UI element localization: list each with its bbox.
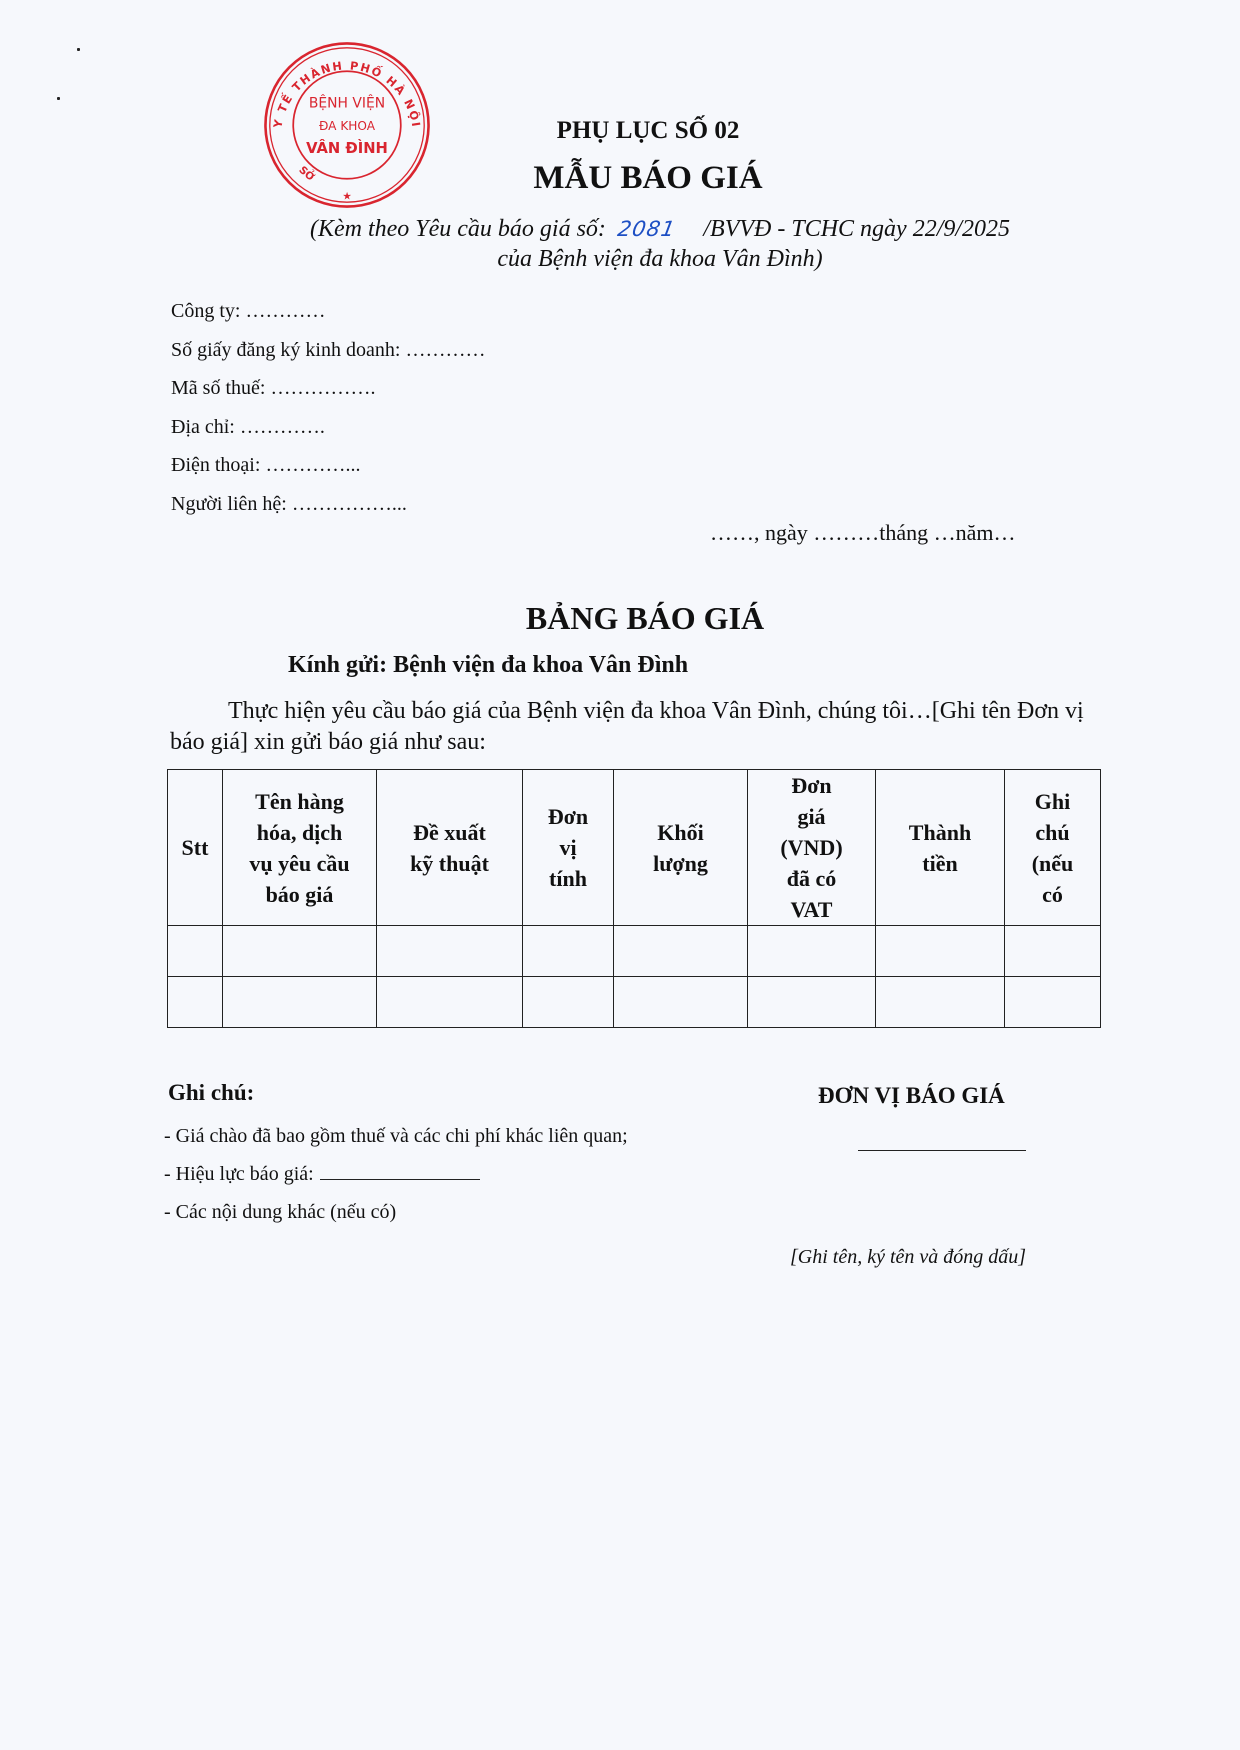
column-header [876, 770, 1005, 926]
table-cell[interactable] [748, 977, 876, 1028]
table-cell[interactable] [168, 977, 223, 1028]
reference-line-2: của Bệnh viện đa khoa Vân Đình) [497, 246, 823, 272]
field-label: Địa chỉ: [171, 415, 235, 438]
field-label: Công ty: [171, 300, 241, 322]
column-header-line: (VND) [780, 835, 843, 860]
column-header-line: Đơn [547, 804, 589, 829]
table-cell[interactable] [614, 926, 748, 977]
table-cell[interactable] [523, 977, 614, 1028]
handwritten-reference-number: 2081 [615, 217, 678, 241]
column-header [748, 770, 876, 926]
column-header [614, 770, 748, 926]
form-title: MẪU BÁO GIÁ [533, 160, 763, 196]
column-header [223, 770, 377, 926]
stamp-line-3: VÂN ĐÌNH [306, 139, 388, 157]
table-cell[interactable] [223, 926, 377, 977]
reference-line [260, 214, 1060, 274]
stamp-line-2: ĐA KHOA [318, 119, 376, 134]
field-address[interactable] [171, 412, 485, 451]
note-item: - Hiệu lực báo giá: [164, 1163, 314, 1185]
column-header-line: lượng [653, 850, 708, 876]
table-cell[interactable] [168, 926, 223, 977]
reference-suffix: /BVVĐ - TCHC ngày 22/9/2025 [703, 216, 1011, 242]
table-cell[interactable] [1005, 926, 1101, 977]
field-blank[interactable]: …………. [239, 415, 325, 438]
star-icon: ★ [342, 191, 352, 203]
column-header-line: Tên hàng [255, 788, 344, 814]
column-header-line: tính [549, 866, 587, 891]
stamp-ring-bottom: SỞ [296, 164, 317, 184]
column-header-line: (nếu [1031, 850, 1074, 876]
column-header-line: tiền [922, 850, 958, 876]
column-header-line: VAT [790, 897, 833, 922]
field-label: Số giấy đăng ký kinh doanh: [171, 338, 401, 361]
field-blank[interactable]: ……………. [270, 377, 376, 399]
appendix-number: PHỤ LỤC SỐ 02 [556, 117, 740, 144]
notes-list [164, 1121, 628, 1235]
table-header-row [168, 770, 1101, 926]
column-header [168, 770, 223, 926]
intro-paragraph: Thực hiện yêu cầu báo giá của Bệnh viện đa khoa Vân Đình, chúng tôi…[Ghi tên Đơn vị báo giá] xin gửi báo giá như sau: [170, 698, 1084, 755]
column-header [1005, 770, 1101, 926]
column-header-line: có [1042, 881, 1063, 907]
table-cell[interactable] [377, 926, 523, 977]
notes-title: Ghi chú: [168, 1080, 255, 1105]
column-header-line: Stt [181, 835, 209, 860]
quote-table [167, 769, 1101, 1028]
column-header-line: chú [1035, 819, 1070, 845]
signature-hint: [Ghi tên, ký tên và đóng dấu] [790, 1246, 1027, 1268]
table-cell[interactable] [876, 977, 1005, 1028]
table-row [168, 977, 1101, 1028]
stamp-line-1: BỆNH VIỆN [308, 95, 386, 112]
column-header-line: vị [559, 835, 577, 860]
table-cell[interactable] [614, 977, 748, 1028]
quote-table-title: BẢNG BÁO GIÁ [525, 600, 765, 636]
field-label: Điện thoại: [171, 454, 261, 476]
field-blank[interactable]: …………... [265, 454, 361, 476]
table-cell[interactable] [748, 926, 876, 977]
field-blank[interactable]: ………… [245, 300, 326, 322]
stamp-ring-text: Y TẾ THÀNH PHỐ HÀ NỘI [271, 59, 423, 130]
column-header-line: Ghi [1034, 788, 1071, 814]
column-header-line: Thành [908, 819, 972, 845]
date-line: ……, ngày ………tháng …năm… [710, 520, 1016, 545]
note-item-validity [164, 1159, 628, 1197]
field-label: Mã số thuế: [171, 377, 266, 399]
column-header [377, 770, 523, 926]
quoting-unit-title: ĐƠN VỊ BÁO GIÁ [818, 1083, 1005, 1108]
field-company[interactable] [171, 296, 485, 335]
column-header [523, 770, 614, 926]
column-header-line: giá [797, 804, 826, 829]
signature-line[interactable] [858, 1150, 1026, 1151]
column-header-line: đã có [786, 866, 837, 891]
greeting: Kính gửi: Bệnh viện đa khoa Vân Đình [288, 652, 689, 678]
validity-blank[interactable] [320, 1161, 480, 1180]
field-label: Người liên hệ: [171, 492, 287, 515]
table-cell[interactable] [1005, 977, 1101, 1028]
note-item: - Các nội dung khác (nếu có) [164, 1201, 397, 1223]
column-header-line: vụ yêu cầu [249, 850, 350, 876]
field-phone[interactable] [171, 450, 485, 489]
column-header-line: hóa, dịch [256, 819, 343, 845]
field-blank[interactable]: ………… [405, 338, 486, 361]
column-header-line: Đề xuất [413, 819, 486, 845]
field-contact-person[interactable] [171, 489, 485, 528]
column-header-line: Đơn [791, 773, 832, 798]
table-cell[interactable] [876, 926, 1005, 977]
column-header-line: báo giá [265, 881, 334, 907]
table-row [168, 926, 1101, 977]
field-tax-code[interactable] [171, 373, 485, 412]
field-blank[interactable]: ……………... [291, 492, 407, 515]
table-cell[interactable] [223, 977, 377, 1028]
note-item: - Giá chào đã bao gồm thuế và các chi phí khác liên quan; [164, 1125, 628, 1147]
column-header-line: kỹ thuật [410, 850, 489, 876]
table-cell[interactable] [377, 977, 523, 1028]
field-business-registration[interactable] [171, 335, 485, 374]
company-fields [171, 296, 485, 527]
reference-prefix: (Kèm theo Yêu cầu báo giá số: [309, 216, 606, 242]
column-header-line: Khối [657, 819, 704, 845]
table-cell[interactable] [523, 926, 614, 977]
